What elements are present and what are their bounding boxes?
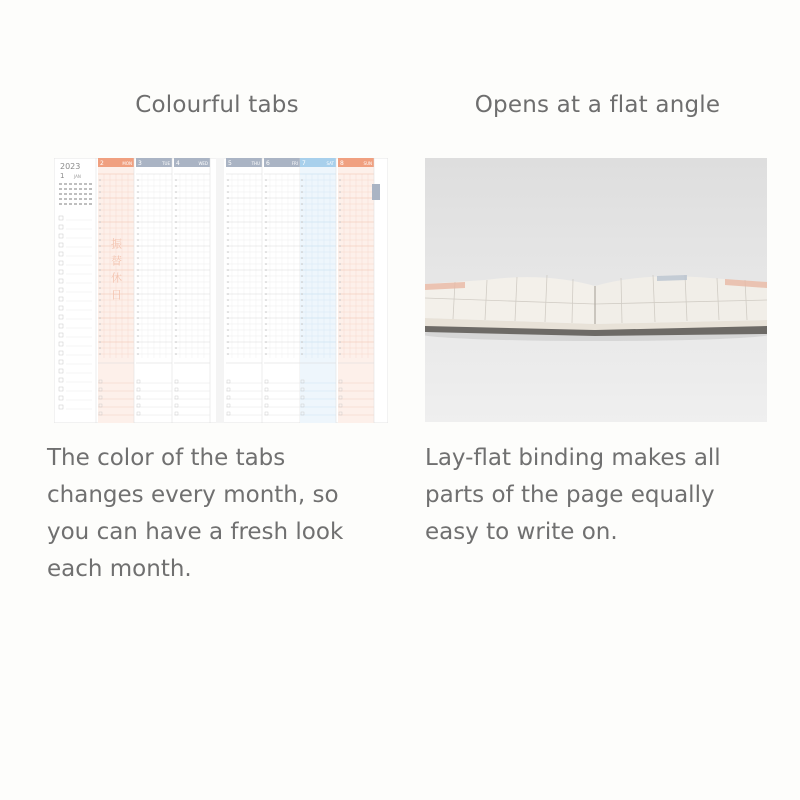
day-column-sat (300, 158, 336, 423)
day-tab-name: FRI (291, 161, 298, 166)
day-tab-date: 4 (176, 160, 180, 167)
day-tab-date: 6 (266, 160, 270, 167)
day-tab-date: 7 (302, 160, 306, 167)
feature-title: Colourful tabs (135, 92, 299, 118)
day-tab-date: 5 (228, 160, 232, 167)
day-tab-date: 8 (340, 160, 344, 167)
lay-flat-book-photo (425, 158, 767, 422)
open-book-illustration (425, 158, 767, 422)
day-column-sun (338, 158, 374, 423)
feature-description: Lay-flat binding makes all parts of the page equally easy to write on. (425, 445, 721, 545)
day-tab-date: 3 (138, 160, 142, 167)
day-tab-name: THU (251, 161, 260, 166)
planner-page-illustration (54, 158, 388, 423)
day-tab-name: MON (122, 161, 132, 166)
day-tab-name: SAT (326, 161, 334, 166)
feature-title: Opens at a flat angle (474, 92, 721, 118)
edge-tab (372, 184, 380, 200)
day-tab-date: 2 (100, 160, 104, 167)
planner-spread-image (54, 158, 388, 423)
holiday-label: 振替休日 (109, 238, 123, 306)
feature-description: The color of the tabs changes every month, so you can have a fresh look each month. (47, 445, 344, 582)
day-tab-name: WED (198, 161, 208, 166)
planner-month-number: 1 (60, 172, 65, 180)
day-tab-name: SUN (363, 161, 372, 166)
planner-month-label: JAN (74, 174, 81, 179)
day-tab-name: TUE (162, 161, 170, 166)
planner-year: 2023 (60, 162, 81, 171)
